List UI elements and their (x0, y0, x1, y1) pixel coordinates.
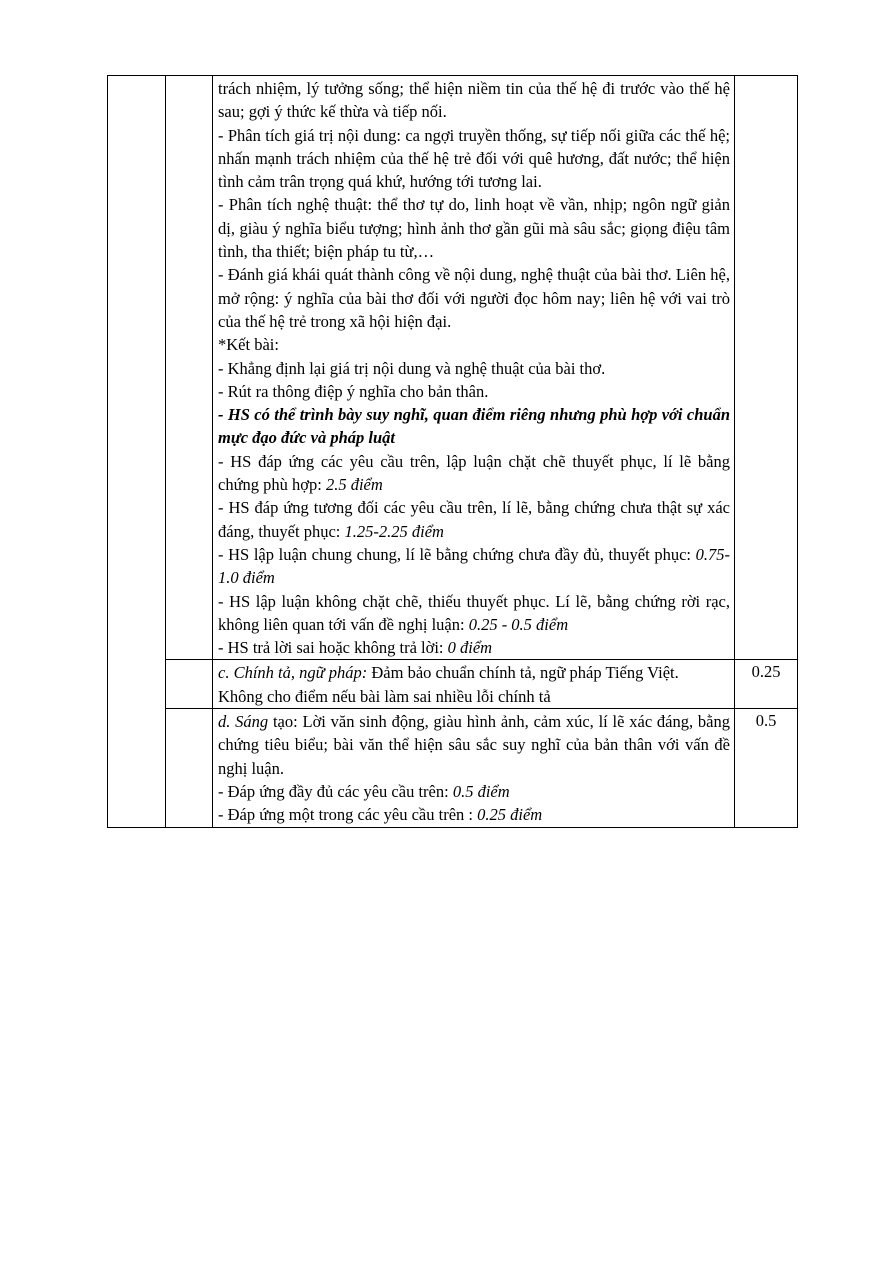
scoring-rubric-table (107, 75, 798, 828)
content-cell (213, 709, 735, 827)
body-text: - HS lập luận chung chung, lí lẽ bằng chứng chưa đầy đủ, thuyết phục: (218, 544, 696, 564)
content-line (218, 403, 730, 450)
rubric-row (108, 709, 798, 827)
body-text: - Đáp ứng một trong các yêu cầu trên : (218, 805, 478, 825)
body-text: - Đánh giá khái quát thành công về nội dung, nghệ thuật của bài thơ. Liên hệ, mở rộng: ý nghĩa của bài thơ đối với người đọc hôm nay; liên hệ với vai trò của thế hệ trẻ trong xã hội hiện đại. (218, 265, 730, 331)
body-text: tạo: Lời văn sinh động, giàu hình ảnh, cảm xúc, lí lẽ xác đáng, bằng chứng tiêu biểu; bài văn thể hiện sâu sắc suy nghĩ của bản thân với vấn đề nghị luận. (218, 712, 731, 778)
body-text: trách nhiệm, lý tưởng sống; thể hiện niềm tin của thế hệ đi trước vào thế hệ sau; gợi ý thức kế thừa và tiếp nối. (218, 79, 730, 122)
section-cell (166, 709, 213, 827)
content-line (218, 710, 730, 780)
body-text: - HS trả lời sai hoặc không trả lời: (218, 638, 448, 658)
section-cell (166, 76, 213, 660)
body-text: Đảm bảo chuẩn chính tả, ngữ pháp Tiếng Việt. (367, 663, 679, 683)
content-line (218, 685, 730, 708)
content-line (218, 590, 730, 637)
body-text: Không cho điểm nếu bài làm sai nhiều lỗi chính tả (218, 686, 551, 706)
score-cell (735, 76, 798, 660)
body-text: - HS đáp ứng tương đối các yêu cầu trên, lí lẽ, bằng chứng chưa thật sự xác đáng, thuyết phục: (218, 498, 730, 541)
content-line (218, 661, 730, 684)
content-line (218, 636, 730, 659)
emphasis-text: 0 điểm (447, 638, 493, 658)
content-line (218, 333, 730, 356)
content-text (213, 76, 734, 659)
content-line (218, 543, 730, 590)
rubric-row (108, 660, 798, 709)
content-line (218, 193, 730, 263)
content-line (218, 357, 730, 380)
content-line (218, 780, 730, 803)
emphasis-text: 0.25 - 0.5 điểm (468, 614, 569, 634)
emphasis-text: c. Chính tả, ngữ pháp: (218, 663, 368, 683)
score-cell: 0.25 (735, 660, 798, 709)
content-text (213, 709, 734, 826)
content-line (218, 263, 730, 333)
emphasis-text: 1.25-2.25 điểm (344, 521, 444, 541)
body-text: - Khẳng định lại giá trị nội dung và nghệ thuật của bài thơ. (218, 358, 606, 378)
content-line (218, 380, 730, 403)
body-text: *Kết bài: (218, 335, 279, 355)
emphasis-text: 0.75-1.0 điểm (218, 544, 730, 588)
body-text: - HS lập luận không chặt chẽ, thiếu thuyết phục. Lí lẽ, bằng chứng rời rạc, không liên quan tới vấn đề nghị luận: (218, 591, 730, 634)
body-text: - Rút ra thông điệp ý nghĩa cho bản thân. (218, 381, 489, 401)
content-line (218, 803, 730, 826)
content-line (218, 450, 730, 497)
content-line (218, 77, 730, 124)
body-text: - Phân tích nghệ thuật: thể thơ tự do, linh hoạt về vần, nhịp; ngôn ngữ giản dị, giàu ý nghĩa biểu tượng; hình ảnh thơ gần gũi mà sâu sắc; giọng điệu tâm tình, tha thiết; biện pháp tu từ,… (218, 195, 730, 262)
score-cell: 0.5 (735, 709, 798, 827)
content-line (218, 496, 730, 543)
emphasis-text: 2.5 điểm (325, 475, 383, 495)
body-text: - Phân tích giá trị nội dung: ca ngợi truyền thống, sự tiếp nối giữa các thế hệ; nhấn mạnh trách nhiệm của thế hệ trẻ đối với quê hương, đất nước; thể hiện tình cảm trân trọng quá khứ, hướng tới tương lai. (218, 125, 730, 192)
section-cell (166, 660, 213, 709)
body-text: - HS đáp ứng các yêu cầu trên, lập luận chặt chẽ thuyết phục, lí lẽ bằng chứng phù hợp: (218, 451, 730, 495)
content-line (218, 124, 730, 194)
rubric-row (108, 76, 798, 660)
emphasis-text: 0.25 điểm (477, 805, 543, 825)
body-text: - Đáp ứng đầy đủ các yêu cầu trên: (218, 781, 453, 801)
emphasis-text: - HS có thể trình bày suy nghĩ, quan điểm riêng nhưng phù hợp với chuẩn mực đạo đức và pháp luật (218, 405, 730, 448)
content-text (213, 660, 734, 708)
rubric-body (108, 76, 798, 828)
question-cell (108, 76, 166, 828)
content-cell (213, 76, 735, 660)
emphasis-text: 0.5 điểm (452, 781, 510, 801)
content-cell (213, 660, 735, 709)
emphasis-text: d. Sáng (218, 712, 269, 732)
